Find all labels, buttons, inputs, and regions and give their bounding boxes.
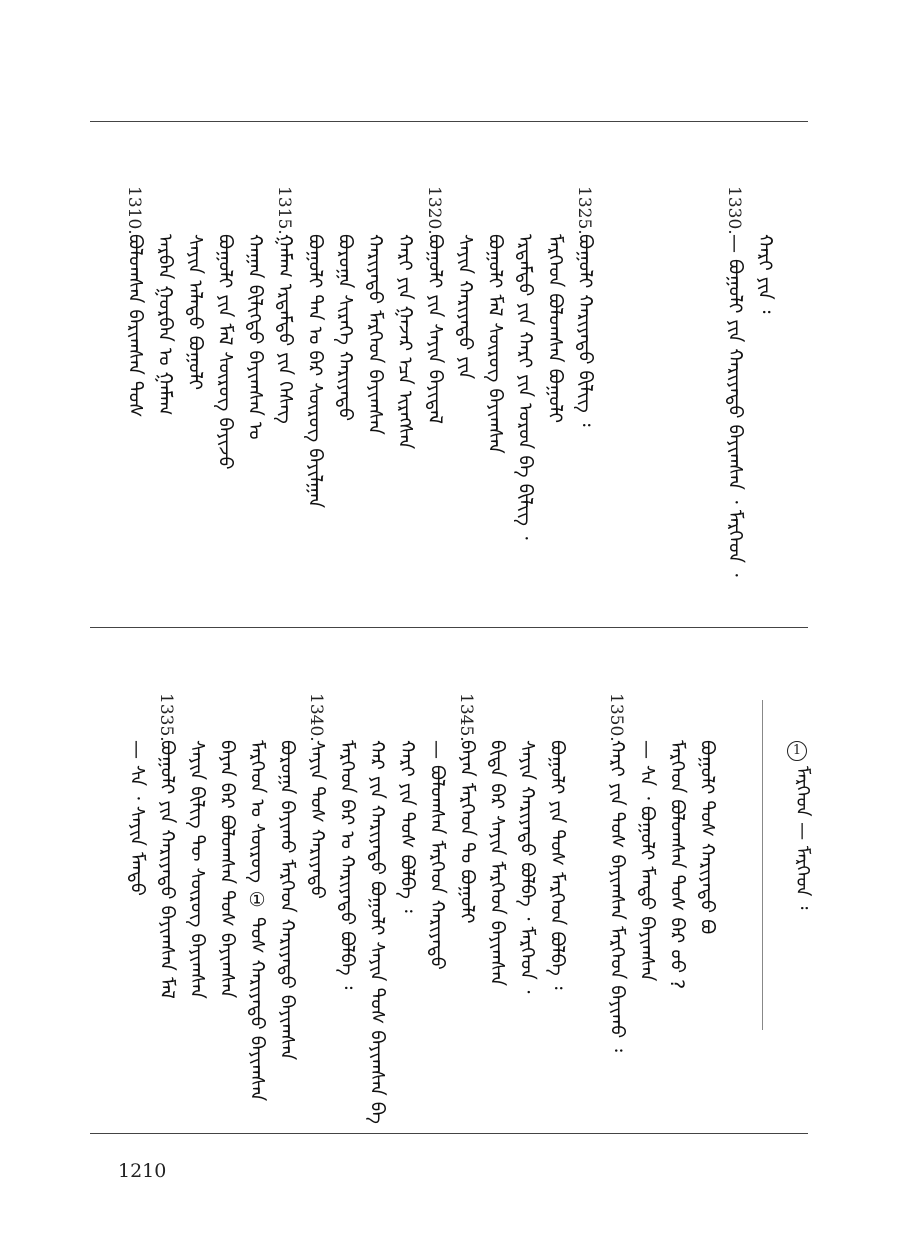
text-column: ᠭᠠᠮᠠᠭ ᠡᠷᠳᠡᠮᠲᠦ ᠶᠢᠨ ᠬᠡᠰᠡᠭ — [274, 234, 296, 424]
text-column: ᠰᠠᠶᠢᠨ ᠠᠯᠠᠳᠤ ᠪᠣᠭᠣᠯᠢ — [184, 234, 206, 390]
middle-divider — [90, 627, 808, 628]
text-column: ᠰᠠᠶᠢᠨ ᠪᠢᠯᠢᠭ ᠲᠦ ᠰᠦᠷᠦᠭ ᠪᠠᠶᠢᠭᠰᠠᠨ — [186, 740, 208, 999]
text-column: ᠮᠡᠷᠭᠡᠳ ᠤ ᠰᠦᠷᠦᠭ ① ᠲᠤᠰ ᠬᠠᠷᠢᠶᠠᠲᠤ ᠪᠠᠶᠢᠭᠰᠠᠨ — [246, 740, 268, 1102]
text-column: ᠪᠣᠭᠣᠯᠢ ᠮᠠᠯ ᠰᠦᠷᠦᠭ ᠪᠠᠶᠢᠭᠰᠠᠨ — [484, 234, 506, 454]
line-number: 1340. — [306, 693, 326, 742]
footnote-text: ᠮᠡᠷᠭᠡᠳ — ᠮᠡᠷᠭᠡᠳ ᠄ — [792, 766, 813, 910]
text-column: ᠮᠡᠷᠭᠡᠳ ᠪᠠᠷ ᠤ ᠬᠠᠷᠢᠶᠠᠲᠤ ᠪᠣᠯᠪᠠ ᠄ — [336, 740, 358, 990]
text-column: ᠠᠷᠪᠠᠨ ᠭᠣᠷᠪᠠᠨ ᠤ ᠭᠠᠮᠠᠭ — [154, 234, 176, 416]
text-column: ᠪᠠᠶᠠᠨ ᠪᠠᠷ ᠪᠣᠯᠤᠭᠰᠠᠨ ᠲᠤᠰ ᠪᠠᠶᠢᠭᠰᠠᠨ — [216, 740, 238, 999]
text-column: ᠬᠠᠷᠢ ᠶᠢᠨ ᠄ — [754, 234, 776, 314]
text-column: ᠪᠣᠭᠣᠯᠢ ᠶᠢᠨ ᠰᠠᠶᠢᠨ ᠪᠠᠶᠢᠳᠠᠯ — [424, 234, 446, 425]
text-column: ᠬᠠᠷᠢ ᠶᠢᠨ ᠭᠠᠵᠠᠷ ᠡᠴᠡ ᠢᠷᠡᠭᠰᠡᠨ — [394, 234, 416, 450]
text-column: ᠮᠡᠷᠭᠡᠳ ᠪᠣᠯᠤᠭᠰᠠᠨ ᠪᠣᠭᠣᠯᠢ — [544, 234, 566, 424]
line-number: 1350. — [606, 693, 626, 742]
text-column: ᠬᠠᠷ ᠶᠢᠨ ᠬᠠᠷᠢᠶᠠᠲᠤ ᠪᠣᠭᠣᠯᠢ ᠰᠠᠶᠢᠨ ᠲᠤᠰ ᠪᠠᠶᠢᠭᠰᠠᠨ ᠪᠠ — [366, 740, 388, 1124]
text-column: ᠪᠣᠷᠣᠭᠠ ᠪᠠᠶᠢᠬᠤ ᠮᠡᠷᠭᠡᠳ ᠬᠠᠷᠢᠶᠠᠲᠤ ᠪᠠᠶᠢᠭᠰᠠᠨ — [276, 740, 298, 1061]
bottom-divider — [90, 1133, 808, 1134]
text-column: ᠪᠣᠭᠣᠯᠢ ᠲᠤᠰ ᠬᠠᠷᠢᠶᠠᠲᠤ ᠪᠣ — [696, 740, 718, 935]
text-column: ᠪᠣᠷᠣᠭᠠ ᠰᠢᠷᠡᠭᠡ ᠬᠠᠷᠢᠶᠠᠲᠤ — [334, 234, 356, 422]
line-number: 1310. — [124, 186, 144, 235]
text-column: ᠪᠣᠭᠣᠯᠢ ᠶᠢᠨ ᠬᠠᠷᠢᠶᠠᠲᠤ ᠪᠠᠶᠢᠭᠰᠠᠨ ᠮᠠᠯ — [156, 740, 178, 999]
footnote-marker: 1 — [787, 741, 807, 761]
page-number: 1210 — [118, 1160, 167, 1182]
text-column: — ᠰᠠ ᠂ ᠰᠠᠶᠢᠨ ᠮᠡᠨᠳᠦ — [126, 740, 148, 896]
text-column: ᠡᠷᠳᠡᠮᠲᠦ ᠶᠢᠨ ᠬᠠᠷᠢ ᠶᠢᠨ ᠤᠷᠤᠨ ᠪᠠ ᠪᠢᠯᠢᠭ ᠂ — [514, 234, 536, 540]
text-column: — ᠰᠠ ᠂ ᠪᠣᠭᠣᠯᠢ ᠮᠡᠨᠳᠦ ᠪᠠᠶᠢᠭᠰᠠᠨ — [636, 740, 658, 982]
text-column: ᠪᠣᠭᠣᠯᠢ ᠲᠠᠨ ᠤ ᠪᠡᠷ ᠰᠦᠷᠦᠭ ᠪᠠᠶᠢᠯᠭᠠᠨ — [304, 234, 326, 509]
text-column: ᠬᠠᠷᠢ ᠶᠢᠨ ᠲᠤᠰ ᠪᠠᠶᠢᠭᠰᠠᠨ ᠮᠡᠷᠭᠡᠳ ᠪᠠᠶᠢᠬᠤ ᠄ — [606, 740, 628, 1052]
text-column: ᠬᠠᠷᠢ ᠶᠢᠨ ᠲᠤᠰ ᠪᠣᠯᠪᠠ ᠄ — [396, 740, 418, 913]
text-column: ᠮᠡᠷᠭᠡᠳ ᠪᠣᠯᠤᠭᠰᠠᠨ ᠲᠤᠰ ᠪᠠᠷ ᠤᠤ ? — [666, 740, 688, 990]
text-column: ᠪᠣᠭᠣᠯᠢ ᠶᠢᠨ ᠮᠠᠯ ᠰᠦᠷᠦᠭ ᠪᠠᠶᠢᠵᠤ — [214, 234, 236, 470]
text-column: — ᠪᠣᠯᠤᠭᠰᠠᠨ ᠮᠡᠷᠭᠡᠳ ᠬᠠᠷᠢᠶᠠᠲᠤ — [426, 740, 448, 970]
text-column: ᠪᠣᠭᠣᠯᠢ ᠶᠢᠨ ᠲᠤᠰ ᠮᠡᠷᠭᠡᠳ ᠪᠣᠯᠪᠠ ᠄ — [546, 740, 568, 990]
text-column: ᠰᠠᠶᠢᠨ ᠬᠠᠷᠢᠶᠠᠲᠤ ᠶᠢᠨ — [454, 234, 476, 380]
text-column: ᠪᠣᠭᠣᠯᠢ ᠬᠠᠷᠢᠶᠠᠲᠤ ᠪᠢᠯᠢᠭ ᠄ — [574, 234, 596, 427]
text-column: — ᠪᠣᠭᠣᠯᠢ ᠶᠢᠨ ᠬᠠᠷᠢᠶᠠᠲᠤ ᠪᠠᠶᠢᠭᠰᠠᠨ ᠂ ᠮᠡᠷᠭᠡᠳ ᠂ — [724, 234, 746, 577]
text-column: ᠰᠠᠶᠢᠨ ᠲᠤᠰ ᠬᠠᠷᠢᠶᠠᠲᠤ — [306, 740, 328, 899]
line-number: 1325. — [574, 186, 594, 235]
top-divider — [90, 121, 808, 122]
text-column: ᠪᠢᠳᠡ ᠪᠠᠷ ᠰᠠᠶᠢᠨ ᠮᠡᠷᠭᠡᠳ ᠪᠠᠶᠢᠭᠰᠠᠨ — [486, 740, 508, 987]
line-number: 1345. — [456, 693, 476, 742]
text-column: ᠪᠠᠶᠠᠨ ᠮᠡᠷᠭᠡᠳ ᠲᠤ ᠪᠣᠭᠣᠯᠢ — [456, 740, 478, 924]
text-column: ᠰᠠᠶᠢᠨ ᠬᠠᠷᠢᠶᠠᠲᠤ ᠪᠣᠯᠪᠠ ᠂ ᠮᠡᠷᠭᠡᠳ ᠂ — [516, 740, 538, 994]
text-column: ᠬᠠᠭᠠᠨ ᠪᠢᠯᠢᠭᠲᠦ ᠪᠠᠶᠢᠭᠰᠠᠨ ᠤ — [244, 234, 266, 440]
line-number: 1330. — [724, 186, 744, 235]
text-column: ᠬᠠᠷᠢᠶᠠᠲᠤ ᠮᠡᠷᠭᠡᠳ ᠪᠠᠶᠢᠭᠰᠠᠨ — [364, 234, 386, 435]
line-number: 1315. — [274, 186, 294, 235]
footnote-divider — [762, 700, 763, 1030]
line-number: 1320. — [424, 186, 444, 235]
text-column: ᠪᠣᠯᠤᠭᠰᠠᠨ ᠪᠠᠷᠢᠭᠰᠠᠨ ᠲᠤᠰ — [124, 234, 146, 418]
line-number: 1335. — [156, 693, 176, 742]
